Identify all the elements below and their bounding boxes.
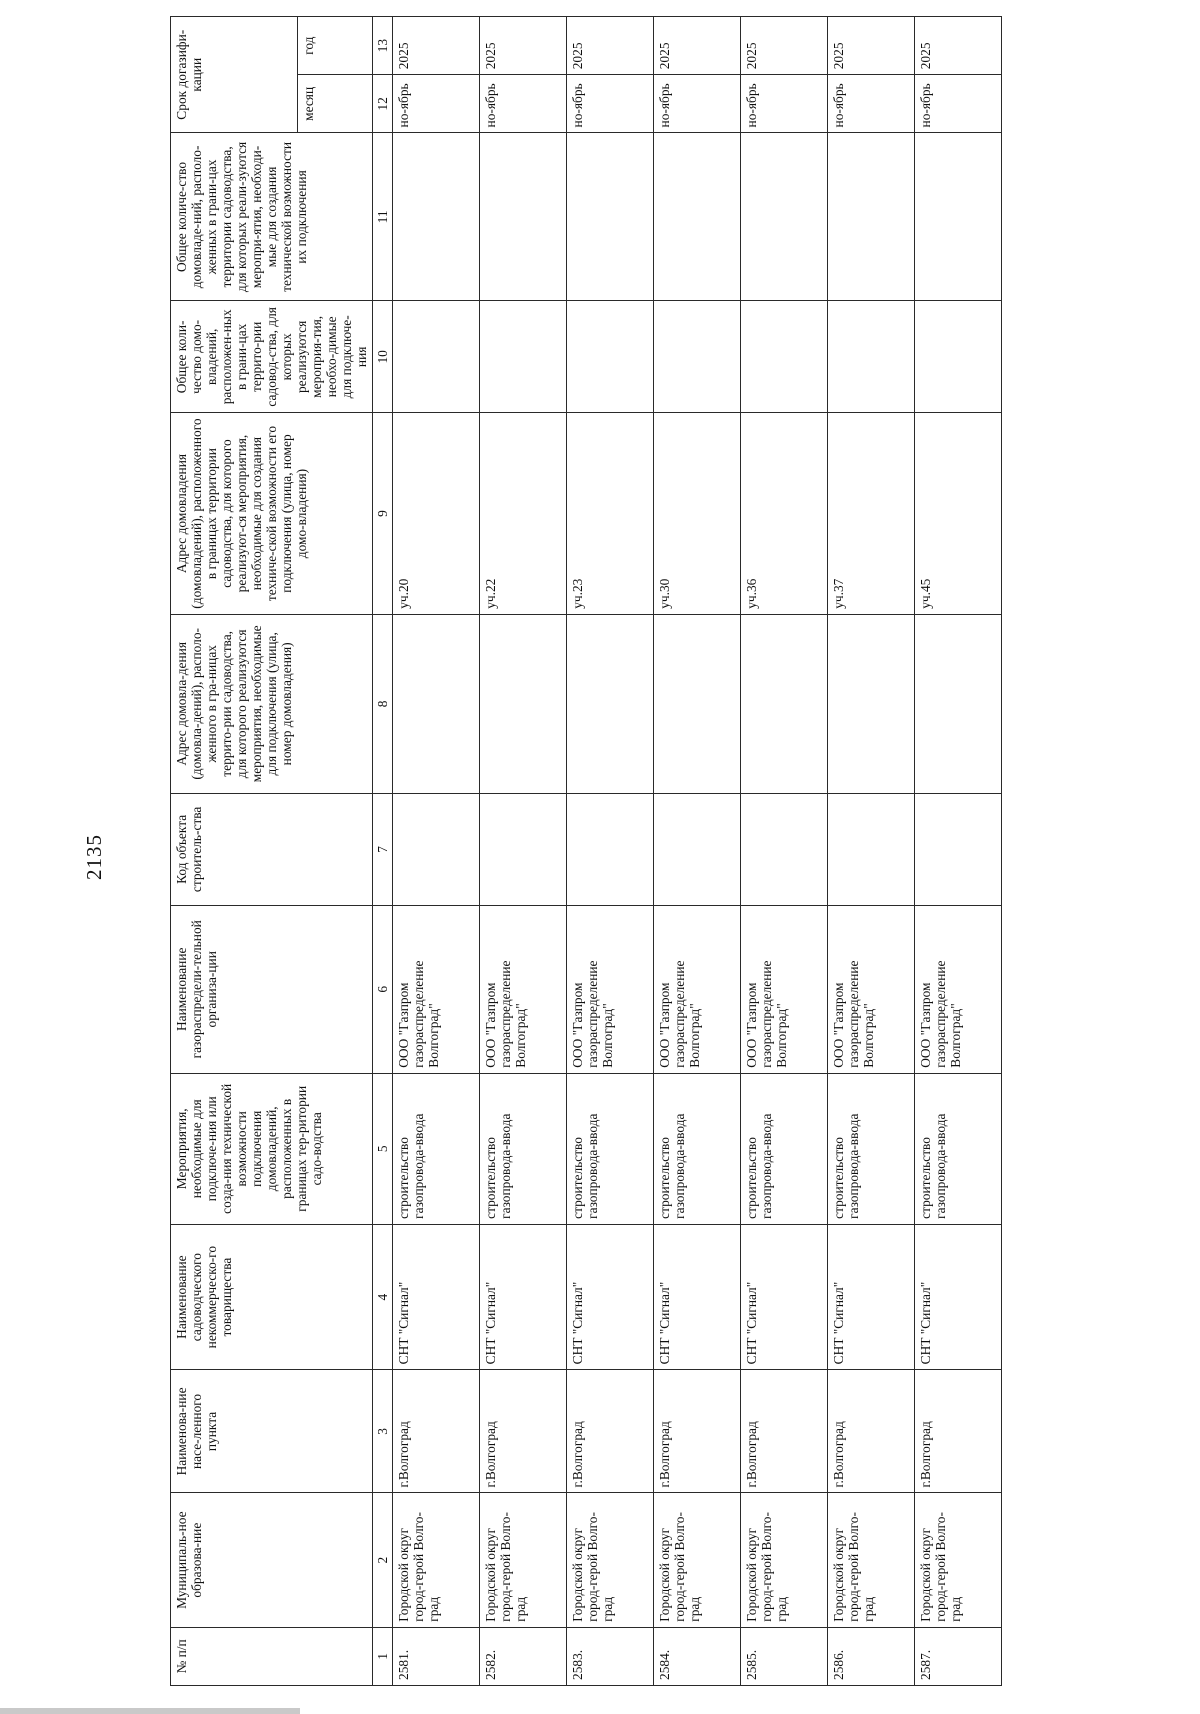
address-connect-cell <box>741 614 828 793</box>
total-connect-cell <box>480 301 567 413</box>
total-connect-cell <box>567 301 654 413</box>
year-cell: 2025 <box>828 17 915 75</box>
address-tech-cell: уч.20 <box>393 413 480 614</box>
total-tech-cell <box>654 133 741 301</box>
address-tech-cell: уч.36 <box>741 413 828 614</box>
address-connect-cell <box>480 614 567 793</box>
table-row <box>915 17 1002 1686</box>
year-cell: 2025 <box>915 17 1002 75</box>
year-cell: 2025 <box>393 17 480 75</box>
address-connect-cell <box>654 614 741 793</box>
year-cell: 2025 <box>741 17 828 75</box>
settlement-cell: г.Волгоград <box>741 1370 828 1493</box>
snt-cell: СНТ "Сигнал" <box>828 1224 915 1370</box>
month-cell: но-ябрь <box>567 75 654 133</box>
column-number: 3 <box>373 1370 393 1493</box>
header-total-tech: Общее количе-ство домовладе-ний, располо-женных в грани-цах территории садоводства, для которых реали-зуются меропри-ятия, необходи-мые для создания технической возможности их подключения <box>171 133 373 301</box>
measure-cell: строительство газопровода-ввода <box>567 1073 654 1224</box>
object-code-cell <box>654 793 741 905</box>
gas-org-cell: ООО "Газпром газораспределение Волгоград" <box>393 905 480 1073</box>
header-month: месяц <box>297 75 372 133</box>
measure-cell: строительство газопровода-ввода <box>915 1073 1002 1224</box>
row-number: 2581. <box>393 1627 480 1685</box>
header-address-connect: Адрес домовла-дения (домовла-дений), располо-женного в гра-ницах террито-рии садоводства, для которого реализуются мероприятия, необходимые для подключения (улица, номер домовладения) <box>171 614 373 793</box>
settlement-cell: г.Волгоград <box>480 1370 567 1493</box>
object-code-cell <box>741 793 828 905</box>
total-connect-cell <box>393 301 480 413</box>
address-tech-cell: уч.23 <box>567 413 654 614</box>
measure-cell: строительство газопровода-ввода <box>741 1073 828 1224</box>
snt-cell: СНТ "Сигнал" <box>741 1224 828 1370</box>
header-row <box>171 17 298 1686</box>
header-no: № п/п <box>171 1627 373 1685</box>
header-total-connect: Общее коли-чество домо-владений, расположен-ных в грани-цах террито-рии садовод-ства, для которых реализуются мероприя-тия, необхо-димые для подключе-ния <box>171 301 373 413</box>
column-number: 4 <box>373 1224 393 1370</box>
total-tech-cell <box>567 133 654 301</box>
year-cell: 2025 <box>654 17 741 75</box>
address-tech-cell: уч.30 <box>654 413 741 614</box>
total-tech-cell <box>480 133 567 301</box>
measure-cell: строительство газопровода-ввода <box>393 1073 480 1224</box>
measure-cell: строительство газопровода-ввода <box>480 1073 567 1224</box>
header-year: год <box>297 17 372 75</box>
total-connect-cell <box>915 301 1002 413</box>
municipality-cell: Городской округ город-герой Волго-град <box>741 1493 828 1627</box>
snt-cell: СНТ "Сигнал" <box>915 1224 1002 1370</box>
settlement-cell: г.Волгоград <box>393 1370 480 1493</box>
object-code-cell <box>480 793 567 905</box>
table-row <box>828 17 915 1686</box>
month-cell: но-ябрь <box>654 75 741 133</box>
gas-org-cell: ООО "Газпром газораспределение Волгоград" <box>915 905 1002 1073</box>
municipality-cell: Городской округ город-герой Волго-град <box>915 1493 1002 1627</box>
column-number: 5 <box>373 1073 393 1224</box>
gas-org-cell: ООО "Газпром газораспределение Волгоград" <box>567 905 654 1073</box>
object-code-cell <box>567 793 654 905</box>
municipality-cell: Городской округ город-герой Волго-град <box>480 1493 567 1627</box>
table-body <box>373 17 1002 1686</box>
column-number: 1 <box>373 1627 393 1685</box>
table-row <box>567 17 654 1686</box>
table-row <box>393 17 480 1686</box>
gas-org-cell: ООО "Газпром газораспределение Волгоград" <box>654 905 741 1073</box>
row-number: 2586. <box>828 1627 915 1685</box>
table-row <box>654 17 741 1686</box>
total-connect-cell <box>741 301 828 413</box>
gas-org-cell: ООО "Газпром газораспределение Волгоград" <box>741 905 828 1073</box>
settlement-cell: г.Волгоград <box>915 1370 1002 1493</box>
row-number: 2587. <box>915 1627 1002 1685</box>
address-connect-cell <box>915 614 1002 793</box>
municipality-cell: Городской округ город-герой Волго-град <box>567 1493 654 1627</box>
month-cell: но-ябрь <box>480 75 567 133</box>
object-code-cell <box>915 793 1002 905</box>
address-connect-cell <box>393 614 480 793</box>
month-cell: но-ябрь <box>915 75 1002 133</box>
snt-cell: СНТ "Сигнал" <box>480 1224 567 1370</box>
column-number: 9 <box>373 413 393 614</box>
header-deadline: Срок догазифи-кации <box>171 17 298 133</box>
column-number: 13 <box>373 17 393 75</box>
snt-cell: СНТ "Сигнал" <box>567 1224 654 1370</box>
gas-org-cell: ООО "Газпром газораспределение Волгоград" <box>480 905 567 1073</box>
total-connect-cell <box>828 301 915 413</box>
object-code-cell <box>828 793 915 905</box>
municipality-cell: Городской округ город-герой Волго-град <box>393 1493 480 1627</box>
row-number: 2583. <box>567 1627 654 1685</box>
address-connect-cell <box>828 614 915 793</box>
table-row <box>741 17 828 1686</box>
row-number: 2582. <box>480 1627 567 1685</box>
header-snt: Наименование садоводческого некоммерческо-го товарищества <box>171 1224 373 1370</box>
header-object-code: Код объекта строитель-ства <box>171 793 373 905</box>
municipality-cell: Городской округ город-герой Волго-град <box>828 1493 915 1627</box>
column-number: 2 <box>373 1493 393 1627</box>
scan-edge <box>0 1708 300 1714</box>
gas-org-cell: ООО "Газпром газораспределение Волгоград" <box>828 905 915 1073</box>
year-cell: 2025 <box>567 17 654 75</box>
total-tech-cell <box>393 133 480 301</box>
column-number: 7 <box>373 793 393 905</box>
measure-cell: строительство газопровода-ввода <box>654 1073 741 1224</box>
column-number-row <box>373 17 393 1686</box>
total-tech-cell <box>741 133 828 301</box>
total-tech-cell <box>828 133 915 301</box>
table-row <box>480 17 567 1686</box>
header-municipality: Муниципаль-ное образова-ние <box>171 1493 373 1627</box>
page-number: 2135 <box>82 834 106 880</box>
header-measures: Мероприятия, необходимые для подключе-ния или созда-ния технической возможности подключения домовладений, расположенных в границах тер-ритории садо-водства <box>171 1073 373 1224</box>
header-gas-org: Наименование газораспредели-тельной организа-ции <box>171 905 373 1073</box>
column-number: 12 <box>373 75 393 133</box>
address-tech-cell: уч.37 <box>828 413 915 614</box>
row-number: 2585. <box>741 1627 828 1685</box>
gasification-table <box>170 16 1002 1686</box>
settlement-cell: г.Волгоград <box>654 1370 741 1493</box>
month-cell: но-ябрь <box>393 75 480 133</box>
measure-cell: строительство газопровода-ввода <box>828 1073 915 1224</box>
column-number: 6 <box>373 905 393 1073</box>
total-tech-cell <box>915 133 1002 301</box>
address-connect-cell <box>567 614 654 793</box>
column-number: 10 <box>373 301 393 413</box>
month-cell: но-ябрь <box>741 75 828 133</box>
settlement-cell: г.Волгоград <box>567 1370 654 1493</box>
total-connect-cell <box>654 301 741 413</box>
settlement-cell: г.Волгоград <box>828 1370 915 1493</box>
year-cell: 2025 <box>480 17 567 75</box>
column-number: 8 <box>373 614 393 793</box>
header-settlement: Наименова-ние насе-ленного пункта <box>171 1370 373 1493</box>
month-cell: но-ябрь <box>828 75 915 133</box>
address-tech-cell: уч.22 <box>480 413 567 614</box>
address-tech-cell: уч.45 <box>915 413 1002 614</box>
column-number: 11 <box>373 133 393 301</box>
municipality-cell: Городской округ город-герой Волго-град <box>654 1493 741 1627</box>
row-number: 2584. <box>654 1627 741 1685</box>
snt-cell: СНТ "Сигнал" <box>654 1224 741 1370</box>
object-code-cell <box>393 793 480 905</box>
header-address-tech: Адрес домовладения (домовладений), расположенного в границах территории садоводства, для которого реализуют-ся мероприятия, необходимые для создания техниче-ской возможности его подключения (улица, номер домо-владения) <box>171 413 373 614</box>
snt-cell: СНТ "Сигнал" <box>393 1224 480 1370</box>
